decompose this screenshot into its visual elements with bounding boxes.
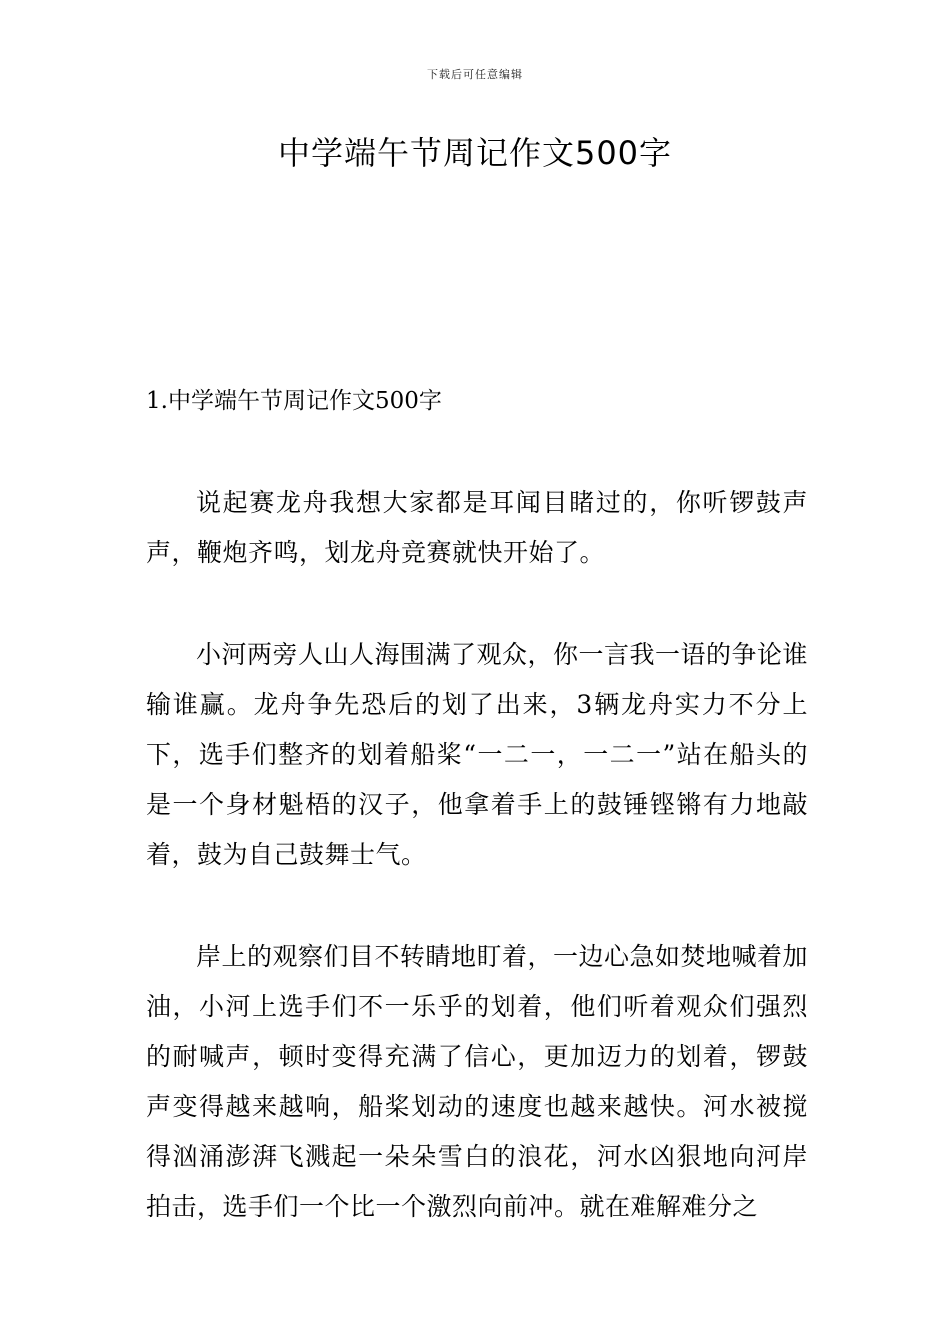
document-body [146,478,808,1232]
paragraph: 小河两旁人山人海围满了观众，你一言我一语的争论谁输谁赢。龙舟争先恐后的划了出来，3辆龙舟实力不分上下，选手们整齐的划着船桨“一二一，一二一”站在船头的是一个身材魁梧的汉子，他拿着手上的鼓锤铿锵有力地敲着，鼓为自己鼓舞士气。 [146,640,809,869]
header-note: 下载后可任意编辑 [427,68,523,81]
document-title: 中学端午节周记作文500字 [277,134,673,172]
paragraph: 说起赛龙舟我想大家都是耳闻目睹过的，你听锣鼓声声，鞭炮齐鸣，划龙舟竞赛就快开始了。 [146,488,808,567]
section-heading: 1.中学端午节周记作文500字 [146,388,442,414]
paragraph: 岸上的观察们目不转睛地盯着，一边心急如焚地喊着加油，小河上选手们不一乐乎的划着，他们听着观众们强烈的耐喊声，顿时变得充满了信心，更加迈力的划着，锣鼓声变得越来越响，船桨划动的速度也越来越快。河水被搅得汹涌澎湃飞溅起一朵朵雪白的浪花，河水凶狠地向河岸拍击，选手们一个比一个激烈向前冲。就在难解难分之 [146,942,809,1221]
